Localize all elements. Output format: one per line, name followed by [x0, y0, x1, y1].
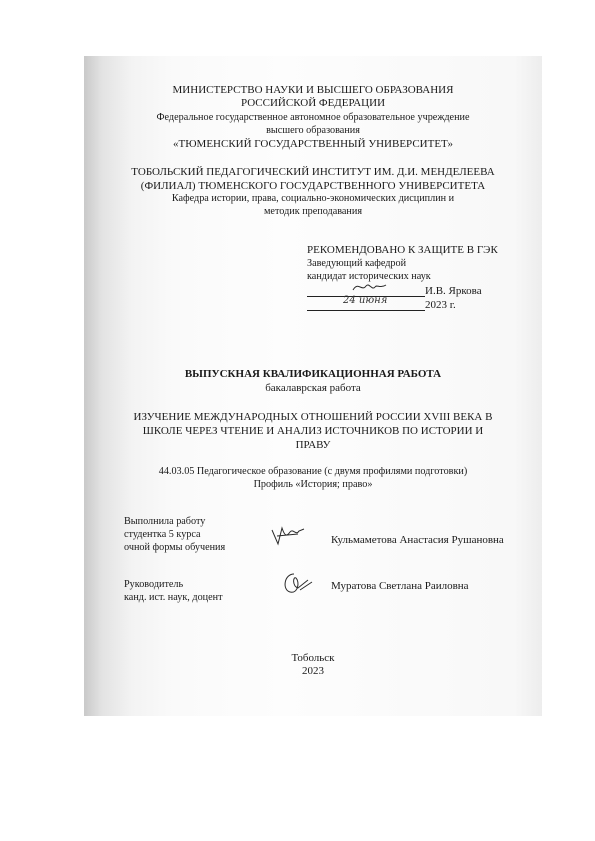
footer-city: Тобольск: [291, 652, 335, 664]
institution-line-2: высшего образования: [266, 125, 360, 136]
supervisor-signature: [278, 568, 318, 598]
approval-position: Заведующий кафедрой: [307, 258, 407, 269]
supervisor-label-1: Руководитель: [124, 579, 184, 590]
work-title-line-3: ПРАВУ: [295, 439, 331, 451]
institution-line-1: Федеральное государственное автономное образовательное учреждение: [156, 112, 470, 123]
supervisor-label-2: канд. ист. наук, доцент: [124, 592, 223, 603]
profile: Профиль «История; право»: [253, 479, 373, 490]
work-subtype: бакалаврская работа: [265, 382, 361, 394]
work-title-line-1: ИЗУЧЕНИЕ МЕЖДУНАРОДНЫХ ОТНОШЕНИЙ РОССИИ XVIII ВЕКА В: [133, 411, 493, 423]
footer-year: 2023: [302, 665, 324, 677]
student-name: Кульмаметова Анастасия Рушановна: [331, 534, 504, 546]
approval-signature-line: [307, 284, 482, 297]
student-label-2: студентка 5 курса: [124, 529, 201, 540]
institute-line-1: ТОБОЛЬСКИЙ ПЕДАГОГИЧЕСКИЙ ИНСТИТУТ ИМ. Д.И. МЕНДЕЛЕЕВА: [131, 166, 495, 178]
student-label-3: очной формы обучения: [124, 542, 226, 553]
approval-date-line: [307, 295, 456, 311]
head-name: И.В. Яркова: [425, 285, 482, 297]
university-name: «ТЮМЕНСКИЙ ГОСУДАРСТВЕННЫЙ УНИВЕРСИТЕТ»: [173, 138, 453, 150]
work-title-line-2: ШКОЛЕ ЧЕРЕЗ ЧТЕНИЕ И АНАЛИЗ ИСТОЧНИКОВ ПО ИСТОРИИ И: [142, 425, 484, 437]
head-signature: [350, 277, 390, 295]
ministry-line-2: РОССИЙСКОЙ ФЕДЕРАЦИИ: [240, 97, 386, 109]
institute-line-2: (ФИЛИАЛ) ТЮМЕНСКОГО ГОСУДАРСТВЕННОГО УНИВЕРСИТЕТА: [140, 180, 486, 192]
approval-heading: РЕКОМЕНДОВАНО К ЗАЩИТЕ В ГЭК: [307, 244, 498, 256]
student-signature: [268, 524, 308, 552]
handwritten-date: 24 июня: [343, 295, 388, 306]
supervisor-name: Муратова Светлана Раиловна: [331, 580, 469, 592]
department-line-1: Кафедра истории, права, социально-экономических дисциплин и: [171, 193, 455, 204]
approval-degree: кандидат исторических наук: [307, 271, 431, 282]
specialty: 44.03.05 Педагогическое образование (с двумя профилями подготовки): [158, 466, 468, 477]
date-underline: [307, 295, 425, 311]
student-label-1: Выполнила работу: [124, 516, 206, 527]
ministry-line-1: МИНИСТЕРСТВО НАУКИ И ВЫСШЕГО ОБРАЗОВАНИЯ: [172, 84, 454, 96]
approval-year: 2023 г.: [425, 299, 456, 311]
department-line-2: методик преподавания: [263, 206, 363, 217]
work-type: ВЫПУСКНАЯ КВАЛИФИКАЦИОННАЯ РАБОТА: [184, 368, 442, 380]
